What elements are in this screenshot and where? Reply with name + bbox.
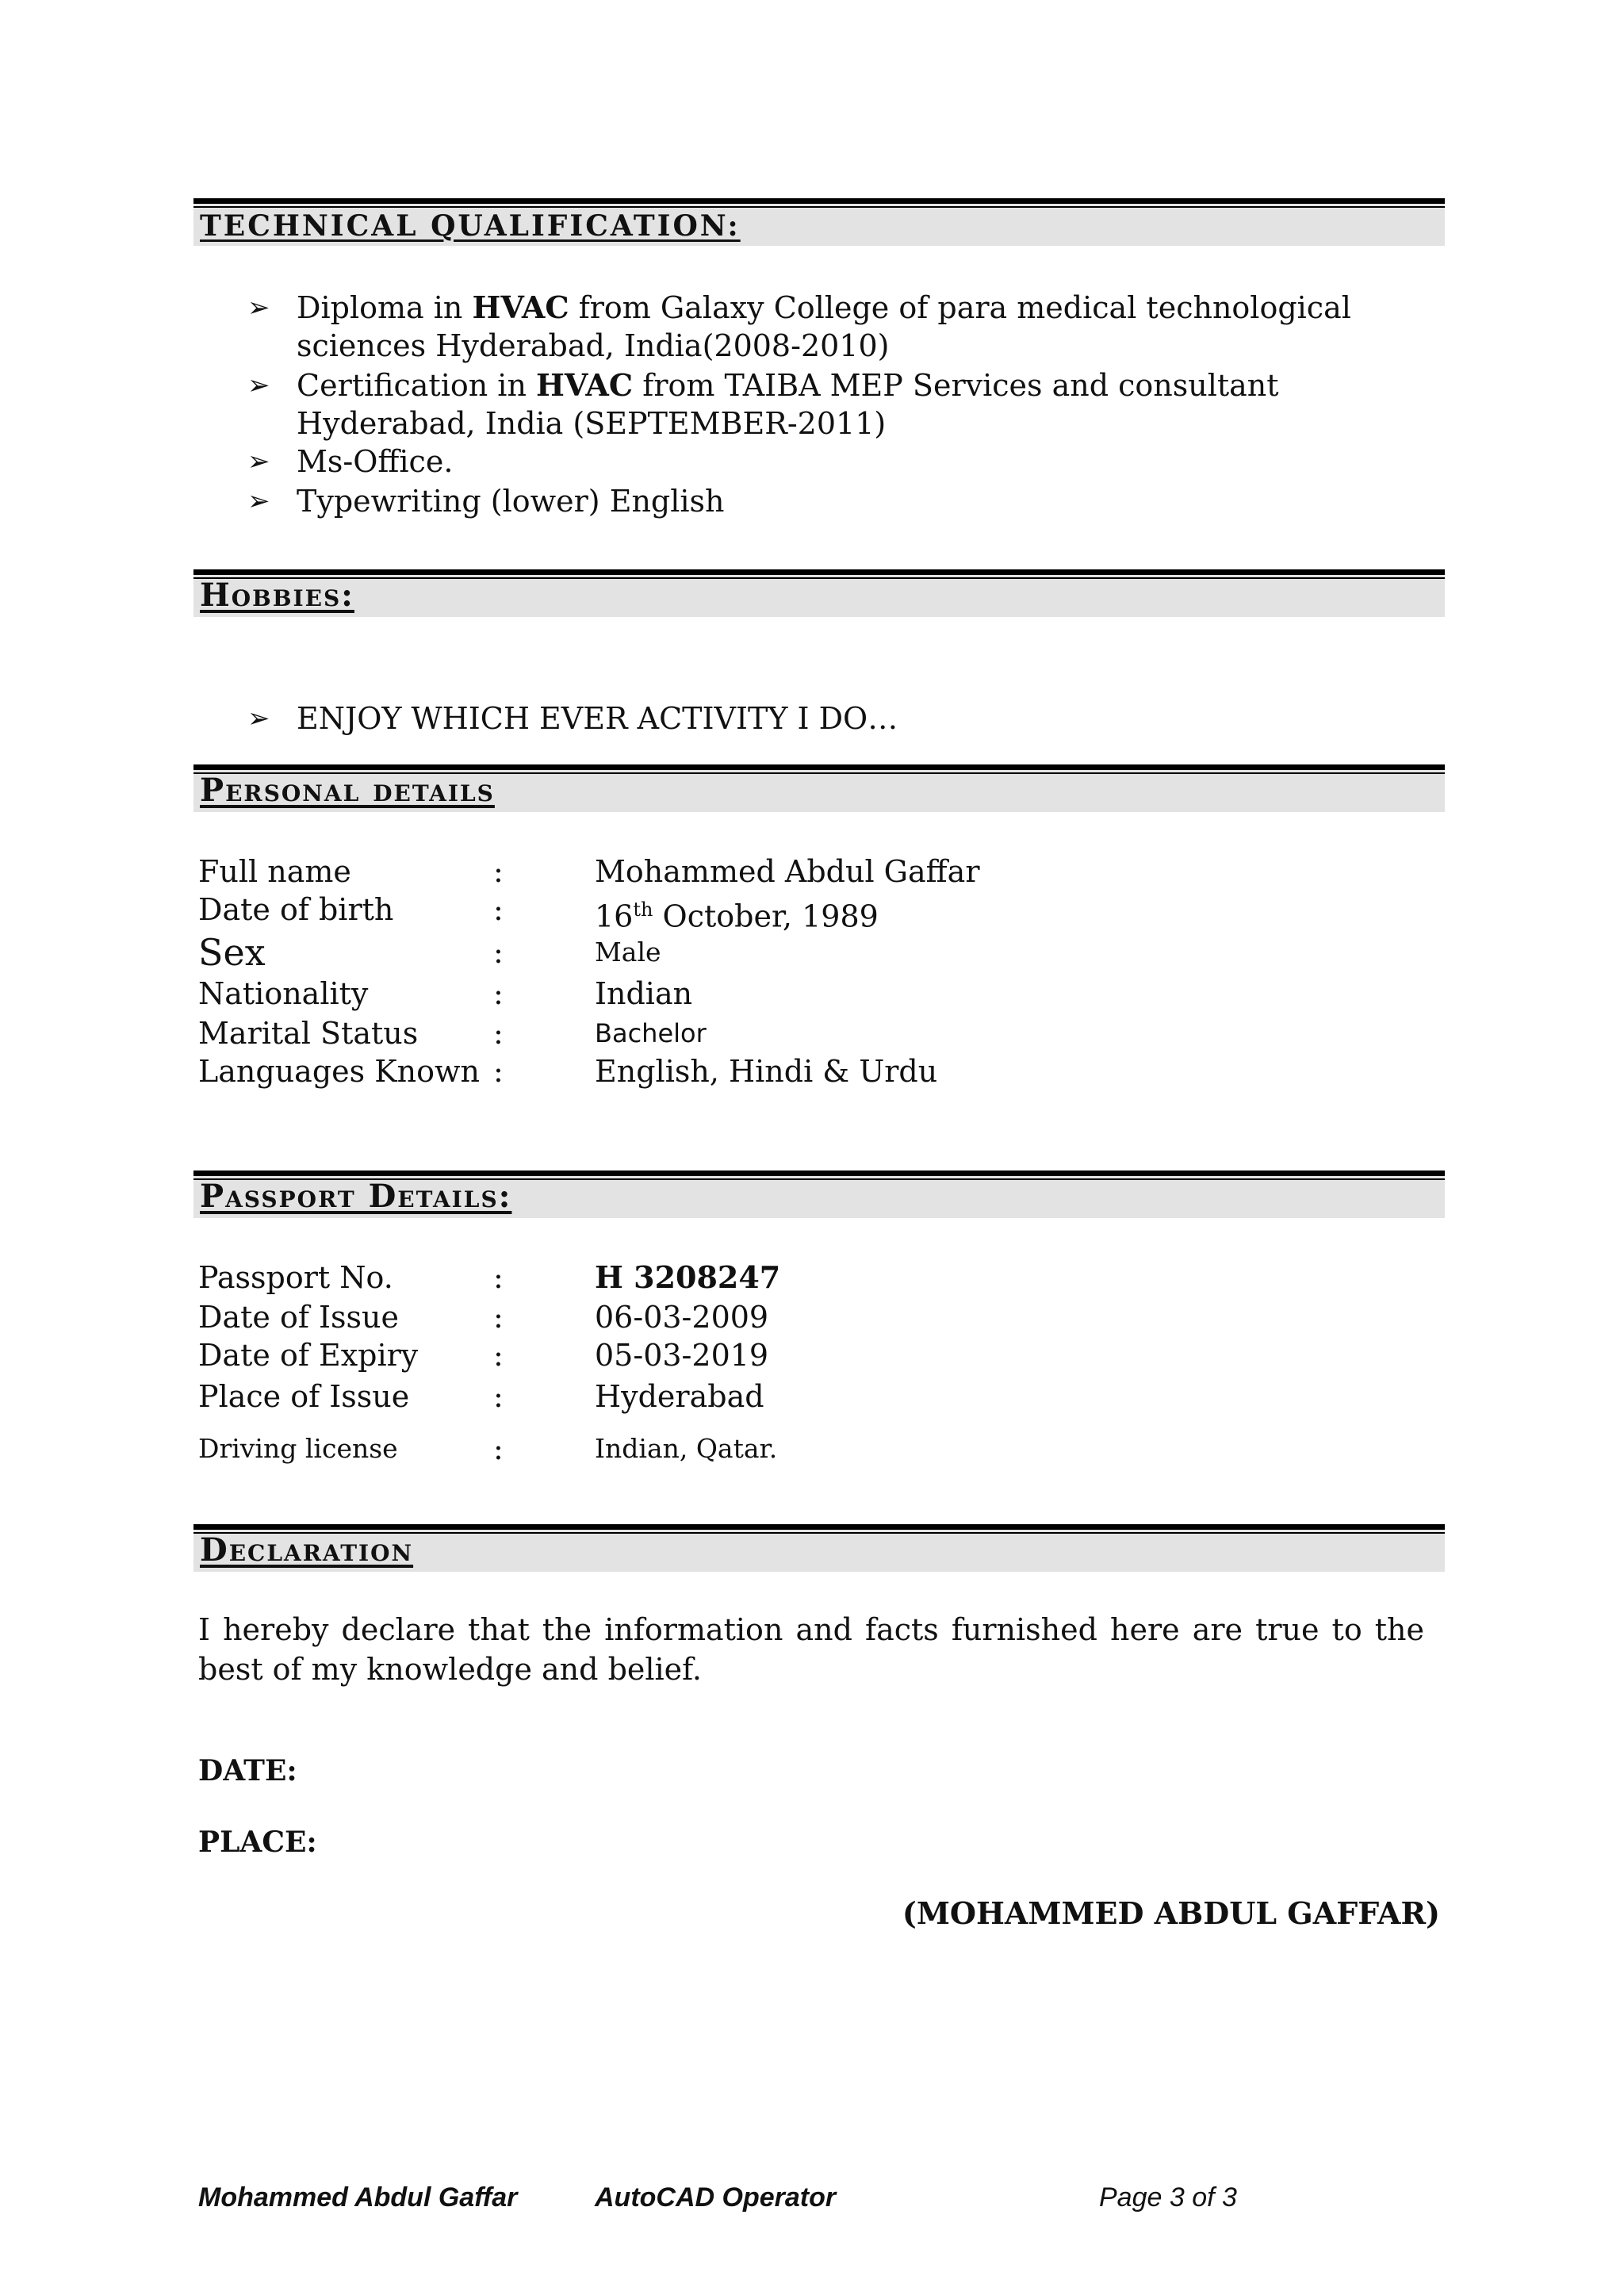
passport-details-title: Passport Details: xyxy=(200,1178,512,1215)
declaration-header xyxy=(193,1524,1445,1572)
passport-row-date-of-expiry: Date of Expiry : 05-03-2019 xyxy=(198,1338,769,1373)
personal-row-languages: Languages Known : English, Hindi & Urdu xyxy=(198,1054,938,1089)
date-label: DATE: xyxy=(198,1754,297,1787)
technical-qualification-title: TECHNICAL QUALIFICATION: xyxy=(200,209,741,243)
arrowhead-bullet-icon: ➢ xyxy=(247,370,270,401)
personal-row-marital-status: Marital Status : Bachelor xyxy=(198,1016,707,1051)
footer-role: AutoCAD Operator xyxy=(595,2182,837,2213)
personal-row-sex: Sex : Male xyxy=(198,931,661,974)
personal-details-title: Personal details xyxy=(200,772,495,809)
arrowhead-bullet-icon: ➢ xyxy=(247,446,270,477)
footer-page-number: Page 3 of 3 xyxy=(1099,2182,1237,2213)
hobbies-header xyxy=(193,569,1445,617)
passport-details-header xyxy=(193,1170,1445,1218)
passport-row-place-of-issue: Place of Issue : Hyderabad xyxy=(198,1379,764,1414)
technical-qualification-header xyxy=(193,198,1445,246)
personal-row-date-of-birth: Date of birth : 16th October, 1989 xyxy=(198,892,879,934)
signature-name: (MOHAMMED ABDUL GAFFAR) xyxy=(902,1895,1440,1931)
personal-row-full-name: Full name : Mohammed Abdul Gaffar xyxy=(198,854,980,889)
declaration-text: I hereby declare that the information and facts furnished here are true to the best of my knowledge and belief. xyxy=(198,1612,1424,1687)
arrowhead-bullet-icon: ➢ xyxy=(247,292,270,324)
declaration-title: Declaration xyxy=(200,1531,414,1569)
passport-row-date-of-issue: Date of Issue : 06-03-2009 xyxy=(198,1300,769,1335)
list-item: ➢ Diploma in HVAC from Galaxy College of para medical technological sciences Hyderabad, India(2008-2010) xyxy=(247,289,1351,363)
list-item: ➢ Certification in HVAC from TAIBA MEP Services and consultant Hyderabad, India (SEPTEMBER-2011) xyxy=(247,367,1279,441)
place-label: PLACE: xyxy=(198,1826,317,1859)
list-item: ➢ ENJOY WHICH EVER ACTIVITY I DO… xyxy=(247,701,898,736)
personal-details-header xyxy=(193,764,1445,812)
footer-name: Mohammed Abdul Gaffar xyxy=(198,2182,518,2213)
list-item: ➢ Typewriting (lower) English xyxy=(247,484,725,519)
arrowhead-bullet-icon: ➢ xyxy=(247,703,270,734)
list-item: ➢ Ms-Office. xyxy=(247,444,454,479)
passport-row-driving-license: Driving license : Indian, Qatar. xyxy=(198,1431,778,1466)
arrowhead-bullet-icon: ➢ xyxy=(247,485,270,517)
personal-row-nationality: Nationality : Indian xyxy=(198,976,693,1011)
passport-row-number: Passport No. : H 3208247 xyxy=(198,1259,781,1295)
hobbies-title: Hobbies: xyxy=(200,577,354,614)
